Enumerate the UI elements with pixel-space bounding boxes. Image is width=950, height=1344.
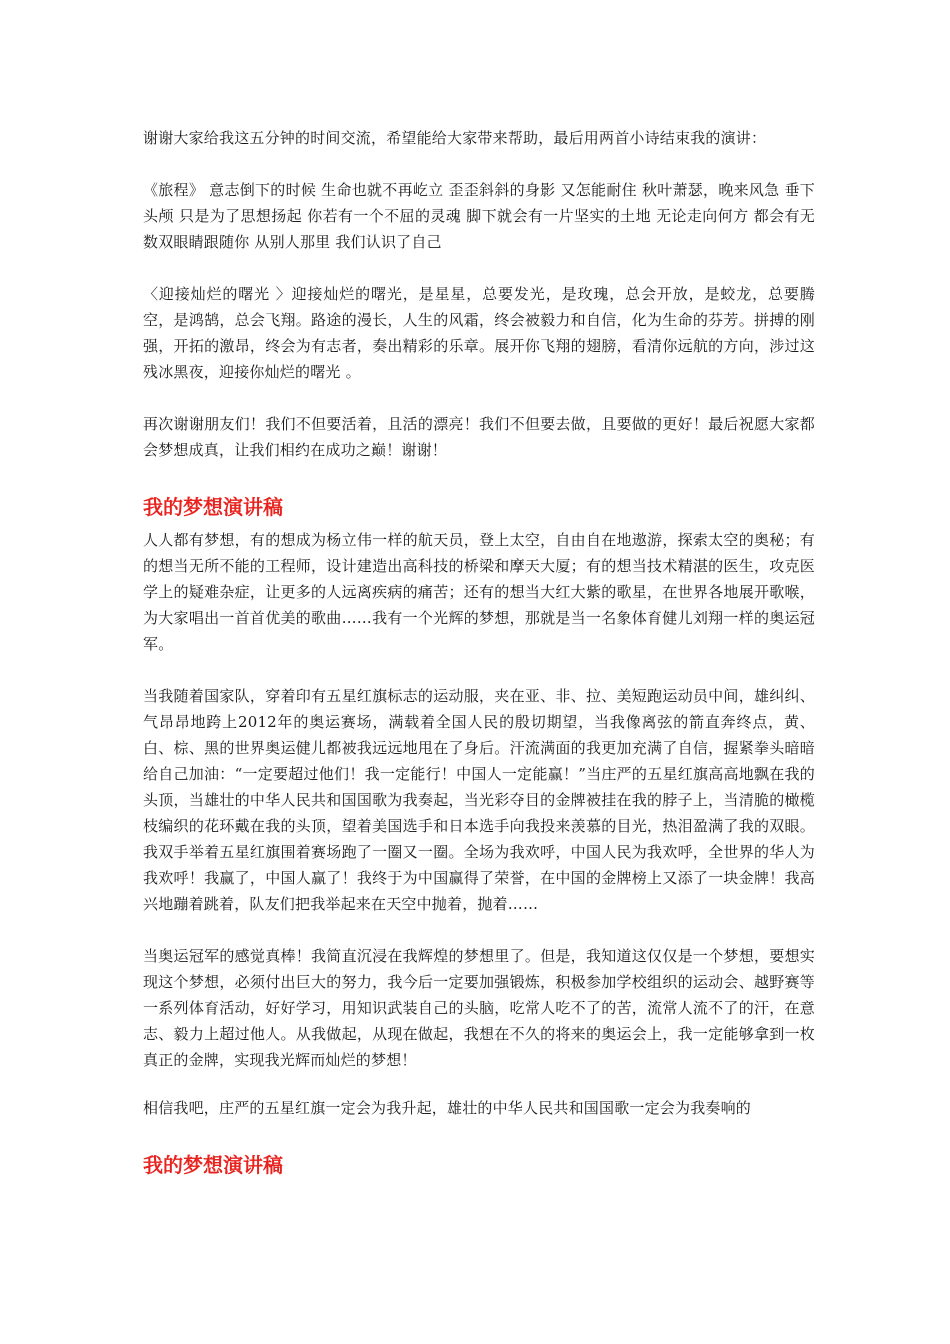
believe-paragraph: 相信我吧，庄严的五星红旗一定会为我升起，雄壮的中华人民共和国国歌一定会为我奏响的 [143, 1099, 752, 1117]
poem-dawn-paragraph: 〈迎接灿烂的曙光 〉迎接灿烂的曙光，是星星，总要发光，是玫瑰，总会开放，是蛟龙，总要腾空，是鸿鹄，总会飞翔。路途的漫长，人生的风霜，终会被毅力和自信，化为生命的芬芳。拼搏的刚强，开拓的激昂，终会为有志者，奏出精彩的乐章。展开你飞翔的翅膀，看清你远航的方向，涉过这残冰黑夜，迎接你灿烂的曙光 。 [143, 285, 815, 381]
section-heading: 我的梦想演讲稿 [143, 1153, 283, 1177]
final-thanks-paragraph: 再次谢谢朋友们！我们不但要活着，且活的漂亮！我们不但要去做，且要做的更好！最后祝愿大家都会梦想成真，让我们相约在成功之巅！谢谢！ [143, 415, 815, 459]
closing-thanks-paragraph: 谢谢大家给我这五分钟的时间交流，希望能给大家带来帮助，最后用两首小诗结束我的演讲： [143, 129, 767, 147]
dream-effort-paragraph: 当奥运冠军的感觉真棒！我简直沉浸在我辉煌的梦想里了。但是，我知道这仅仅是一个梦想，要想实现这个梦想，必须付出巨大的努力，我今后一定要加强锻炼，积极参加学校组织的运动会、越野赛等一系列体育活动，好好学习，用知识武装自己的头脑，吃常人吃不了的苦，流常人流不了的汗，在意志、毅力上超过他人。从我做起，从现在做起，我想在不久的将来的奥运会上，我一定能够拿到一枚真正的金牌，实现我光辉而灿烂的梦想！ [143, 947, 815, 1069]
dream-intro-paragraph: 人人都有梦想，有的想成为杨立伟一样的航天员，登上太空，自由自在地遨游，探索太空的奥秘；有的想当无所不能的工程师，设计建造出高科技的桥梁和摩天大厦；有的想当技术精湛的医生，攻克医学上的疑难杂症，让更多的人远离疾病的痛苦；还有的想当大红大紫的歌星，在世界各地展开歌喉，为大家唱出一首首优美的歌曲……我有一个光辉的梦想，那就是当一名象体育健儿刘翔一样的奥运冠军。 [143, 531, 815, 653]
poem-journey-paragraph: 《旅程》 意志倒下的时候 生命也就不再屹立 歪歪斜斜的身影 又怎能耐住 秋叶萧瑟，晚来风急 垂下头颅 只是为了思想扬起 你若有一个不屈的灵魂 脚下就会有一片坚实的土地 无论走向何方 都会有无数双眼睛跟随你 从别人那里 我们认识了自己 [143, 181, 815, 251]
document-body [143, 125, 815, 1179]
section-heading: 我的梦想演讲稿 [143, 495, 283, 519]
olympic-scene-paragraph: 当我随着国家队，穿着印有五星红旗标志的运动服，夹在亚、非、拉、美短跑运动员中间，雄纠纠、气昂昂地跨上2012年的奥运赛场，满载着全国人民的殷切期望，当我像离弦的箭直奔终点，黄、白、棕、黑的世界奥运健儿都被我远远地甩在了身后。汗流满面的我更加充满了自信，握紧拳头暗暗给自己加油：“一定要超过他们！我一定能行！中国人一定能赢！”当庄严的五星红旗高高地飘在我的头顶，当雄壮的中华人民共和国国歌为我奏起，当光彩夺目的金牌被挂在我的脖子上，当清脆的橄榄枝编织的花环戴在我的头顶，望着美国选手和日本选手向我投来羡慕的目光，热泪盈满了我的双眼。我双手举着五星红旗围着赛场跑了一圈又一圈。全场为我欢呼，中国人民为我欢呼，全世界的华人为我欢呼！我赢了，中国人赢了！我终于为中国赢得了荣誉，在中国的金牌榜上又添了一块金牌！我高兴地蹦着跳着，队友们把我举起来在天空中抛着，抛着…… [143, 687, 815, 913]
